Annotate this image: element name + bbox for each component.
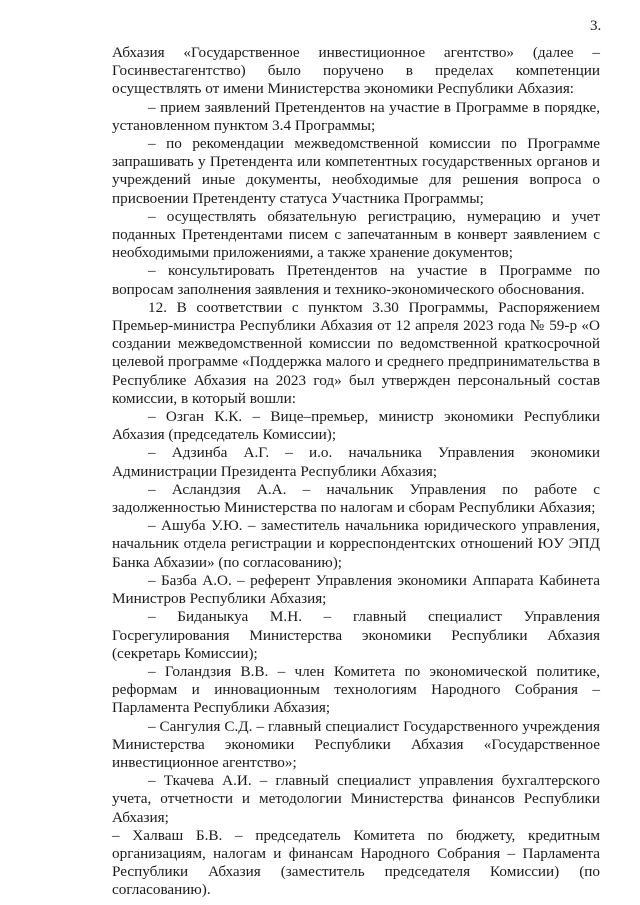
paragraph: Абхазия «Государственное инвестиционное агентство» (далее – Госинвестагентство) было поручено в пределах компетенции осуществлять от имени Министерства экономики Республики Абхазия: [112,44,600,98]
commission-member: – Биданыкуа М.Н. – главный специалист Управления Госрегулирования Министерства экономики Республики Абхазия (секретарь Комиссии); [112,608,600,662]
paragraph: 12. В соответствии с пунктом 3.30 Программы, Распоряжением Премьер-министра Республики Абхазия от 12 апреля 2023 года № 59-р «О создании межведомственной комиссии по ведомственной краткосрочной целевой программе «Поддержка малого и среднего предпринимательства в Республике Абхазия на 2023 год» был утвержден персональный состав комиссии, в который вошли: [112,298,600,407]
list-item: – прием заявлений Претендентов на участие в Программе в порядке, установленном пунктом 3.4 Программы; [112,98,600,134]
page-number: 3. [590,18,602,34]
list-item: – консультировать Претендентов на участие в Программе по вопросам заполнения заявления и технико-экономического обоснования. [112,262,600,298]
document-body [112,44,600,900]
commission-member: – Сангулия С.Д. – главный специалист Государственного учреждения Министерства экономики Республики Абхазия «Государственное инвестиционное агентство»; [112,717,600,771]
commission-member: – Ашуба У.Ю. – заместитель начальника юридического управления, начальник отдела регистрации и корреспондентских отношений ЮУ ЭПД Банка Абхазии» (по согласованию); [112,517,600,571]
commission-member: – Базба А.О. – референт Управления экономики Аппарата Кабинета Министров Республики Абхазия; [112,571,600,608]
commission-member: – Халваш Б.В. – председатель Комитета по бюджету, кредитным организациям, налогам и финансам Народного Собрания – Парламента Республики Абхазия (заместитель председателя Комиссии) (по согласованию). [112,826,600,899]
commission-member: – Асландзия А.А. – начальник Управления по работе с задолженностью Министерства по налогам и сборам Республики Абхазия; [112,480,600,517]
list-item: – осуществлять обязательную регистрацию, нумерацию и учет поданных Претендентами писем с запечатанным в конверт заявлением с необходимыми приложениями, а также хранение документов; [112,207,600,262]
commission-member: – Озган К.К. – Вице–премьер, министр экономики Республики Абхазия (председатель Комиссии); [112,408,600,444]
commission-member: – Адзинба А.Г. – и.о. начальника Управления экономики Администрации Президента Республики Абхазия; [112,444,600,480]
commission-member: – Голандзия В.В. – член Комитета по экономической политике, реформам и инновационным технологиям Народного Собрания – Парламента Республики Абхазия; [112,662,600,717]
commission-member: – Ткачева А.И. – главный специалист управления бухгалтерского учета, отчетности и методологии Министерства финансов Республики Абхазия; [112,772,600,826]
list-item: – по рекомендации межведомственной комиссии по Программе запрашивать у Претендента или компетентных государственных органов и учреждений иные документы, необходимые для решения вопроса о присвоении Претенденту статуса Участника Программы; [112,135,600,207]
